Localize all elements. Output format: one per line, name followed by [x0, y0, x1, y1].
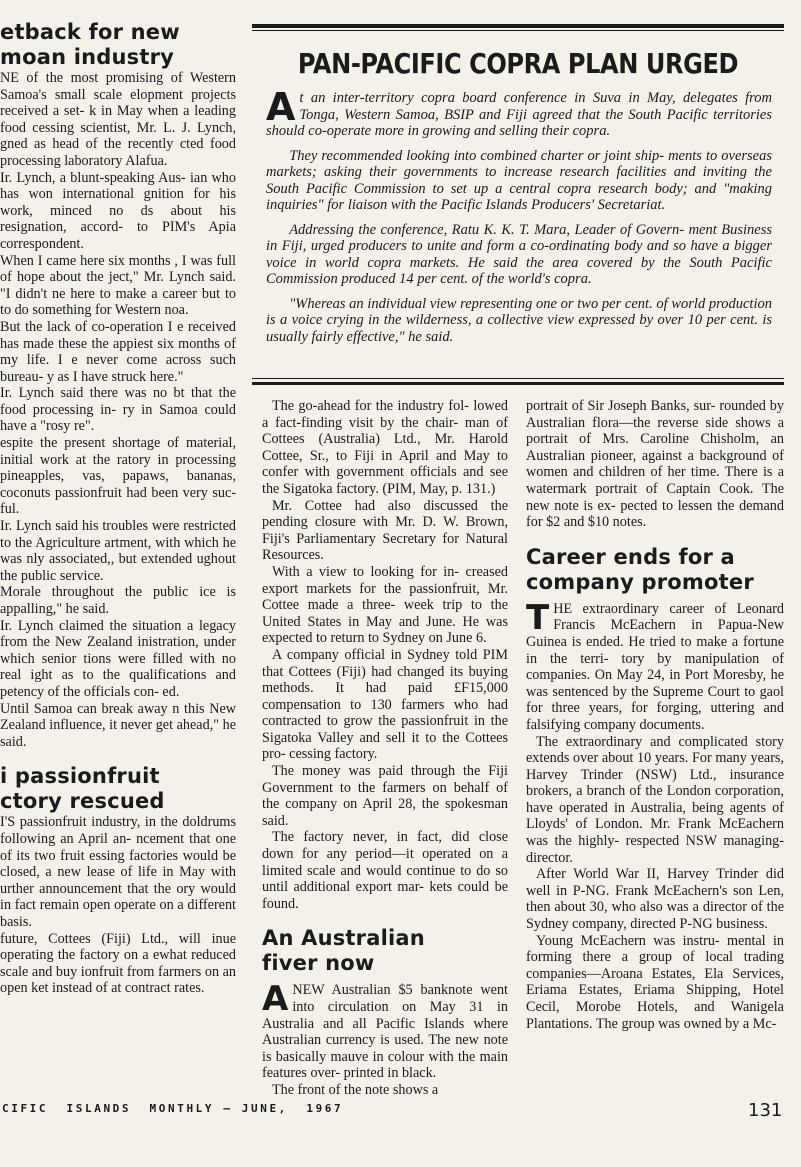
- career-headline: Career ends for a company promoter: [526, 544, 754, 594]
- career-body: [526, 734, 784, 1033]
- paragraph: With a view to looking for in- creased export markets for the passionfruit, Mr. Cottee made a three- week trip to the United States in May and June. He was expected to return to Sydney on June 6.: [262, 563, 508, 647]
- drop-cap: A: [266, 85, 296, 129]
- paragraph: The extraordinary and complicated story extends over about 10 years. For many years, Harvey Trinder (NSW) Ltd., insurance brokers, a branch of the London corporation, have operated in Australia, being agents of Lloyds' of London. Mr. Frank McEachern was the highly- respected NSW managing-director.: [526, 733, 784, 866]
- paragraph: "Whereas an individual view representing one or two per cent. of world production is a voice crying in the wilderness, a collective view expressed by over 10 per cent. is usually fairly effective," he said.: [266, 295, 772, 345]
- drop-cap: T: [526, 597, 550, 638]
- paragraph: Young McEachern was instru- mental in forming there a group of local trading companies—Aroana Estates, Ela Services, Eriama Estates, Eriama Shipping, Hotel Cecil, Morobe Hotels, and Wanigela Plantations. The group was owned by a Mc-: [526, 932, 784, 1032]
- paragraph: Ir. Lynch said there was no bt that the food processing in- ry in Samoa could have a "rosy re".: [0, 385, 236, 435]
- paragraph: After World War II, Harvey Trinder did well in P-NG. Frank McEachern's son Len, then about 30, who also was a director of the Sydney company, directed P-NG business.: [526, 866, 784, 933]
- paragraph: future, Cottees (Fiji) Ltd., will inue operating the factory on a ewhat reduced scale and buy ionfruit from farmers on an open ket instead of at contract rates.: [0, 930, 236, 997]
- paragraph: They recommended looking into combined charter or joint ship- ments to overseas markets; asking their governments to increase research facilities and inviting the South Pacific Commission to set up a central copra research body; and "making inquiries" for liaison with the Pacific Islands Producers' Secretariat.: [266, 147, 772, 213]
- section-rule: [252, 382, 784, 385]
- column-b: [526, 398, 784, 1086]
- paragraph: Ir. Lynch said his troubles were restricted to the Agriculture artment, with which he was nly associated,, but extended ughout the public service.: [0, 518, 236, 584]
- left-body: [0, 70, 236, 750]
- paragraph: A company official in Sydney told PIM that Cottees (Fiji) had changed its buying methods. It had paid £F15,000 compensation to 130 farmers who had contracted to grow the passionfruit in the Sigatoka Valley and sell it to the Cottees pro- cessing factory.: [262, 646, 508, 763]
- column-a: [262, 398, 508, 1098]
- paragraph: The go-ahead for the industry fol- lowed a fact-finding visit by the chair- man of Cottees (Australia) Ltd., Mr. Harold Cottee, Sr., to Fiji in April and May to confer with government officials and see the Sigatoka factory. (PIM, May, p. 131.): [262, 398, 508, 497]
- paragraph: Addressing the conference, Ratu K. K. T. Mara, Leader of Govern- ment Business in Fiji, urged producers to unite and form a co-ordinating body and so have a bigger voice in world copra markets. He said the area covered by the South Pacific Commission produced 14 per cent. of the world's copra.: [266, 221, 772, 287]
- copra-headline: PAN-PACIFIC COPRA PLAN URGED: [297, 47, 739, 80]
- section-rule-thin: [252, 378, 784, 379]
- fiver-headline: An Australian fiver now: [262, 926, 425, 976]
- drop-cap: A: [262, 979, 289, 1020]
- paragraph: espite the present shortage of material, initial work at the ratory in processing pineapples, vas, papaws, bananas, coconuts passionfruit had been very suc- ful.: [0, 435, 236, 518]
- left-headline: etback for new moan industry: [0, 20, 180, 69]
- page-footer: [0, 1100, 801, 1130]
- copra-lead-paragraph: At an inter-territory copra board conference in Suva in May, delegates from Tonga, Western Samoa, BSIP and Fiji agreed that the South Pacific territories should co-operate more in growing and selling their copra.: [266, 85, 772, 139]
- paragraph: NE of the most promising of Western Samoa's small scale elopment projects received a set- k in May when a leading food cessing scientist, Mr. L. J. Lynch, gned as head of the recently cted food processing laboratory Alafua.: [0, 70, 236, 169]
- paragraph: Mr. Cottee had also discussed the pending closure with Mr. D. W. Brown, Fiji's Parliamentary Secretary for Natural Resources.: [262, 497, 508, 564]
- paragraph: I'S passionfruit industry, in the doldrums following an April an- ncement that one of its two fruit essing factories would be closed, a new lease of life in May with urther announcement that the ory would in fact remain open operate on a different basis.: [0, 814, 236, 930]
- copra-lead: [266, 85, 772, 353]
- page-number: 131: [748, 1100, 783, 1121]
- copra-lead-rest: [266, 148, 772, 346]
- paragraph: But the lack of co-operation I e received has made these the appiest six months of my life. I e never come across such bureau- y as I have struck here.": [0, 318, 236, 385]
- left-column: [0, 20, 236, 1085]
- fiver-first-paragraph: ANEW Australian $5 banknote went into circulation on May 31 in Australia and all Pacific Islands where Australian currency is used. The new note is basically mauve in colour with the main features over- printed in black.: [262, 979, 508, 1082]
- paragraph: The factory never, in fact, did close down for any period—it operated on a limited scale and would continue to do so until additional export mar- kets could be found.: [262, 829, 508, 912]
- paragraph: Ir. Lynch claimed the situation a legacy from the New Zealand inistration, under which senior tions were filled with no real ight as to the qualifications and petency of the officials con- ed.: [0, 617, 236, 700]
- passionfruit-continued: [262, 398, 508, 912]
- paragraph: Until Samoa can break away n this New Zealand influence, it never get ahead," he said.: [0, 700, 236, 750]
- top-rule-thin: [252, 30, 784, 31]
- career-first-paragraph: THE extraordinary career of Leonard Francis McEachern in Papua-New Guinea is ended. He tried to make a fortune in the terri- tory by manipulation of companies. On May 24, in Port Moresby, he was sentenced by the Supreme Court to gaol for three years, for forging, uttering and falsifying company documents.: [526, 597, 784, 733]
- fiver-second-paragraph: The front of the note shows a: [271, 1081, 439, 1098]
- paragraph: Morale throughout the public ice is appalling," he said.: [0, 584, 236, 617]
- left-body-2: [0, 814, 236, 997]
- fiver-continued: portrait of Sir Joseph Banks, sur- rounded by Australian flora—the reverse side shows a portrait of Mrs. Caroline Chisholm, an Australian pioneer, against a background of women and children of her time. There is a watermark portrait of Captain Cook. The new note is ex- pected to lessen the demand for $2 and $10 notes.: [526, 398, 784, 531]
- left-headline-2: i passionfruit ctory rescued: [0, 764, 165, 814]
- running-head: CIFIC ISLANDS MONTHLY — JUNE, 1967: [2, 1102, 344, 1115]
- top-rule: [252, 24, 784, 28]
- paragraph: The money was paid through the Fiji Government to the farmers on behalf of the company on April 28, the spokesman said.: [262, 763, 508, 829]
- paragraph: Ir. Lynch, a blunt-speaking Aus- ian who has won international gnition for his work, minced no ds about his resignation, accord- to PIM's Apia correspondent.: [0, 169, 236, 252]
- paragraph: When I came here six months , I was full of hope about the ject," Mr. Lynch said. "I didn't ne here to make a career but to to do something for Western noa.: [0, 252, 236, 319]
